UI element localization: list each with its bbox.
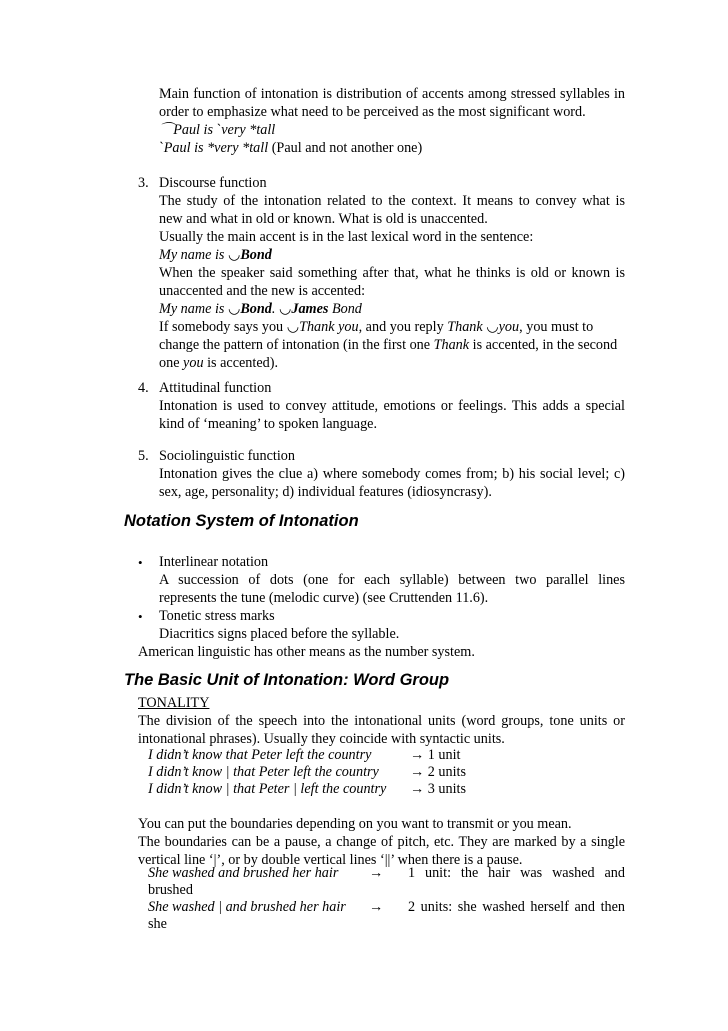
paragraph-line: vertical line ‘|’, or by double vertical lines ‘||’ when there is a pause. (138, 852, 523, 868)
example-accent: ◡Bond (227, 301, 272, 317)
bullet-icon: • (138, 609, 143, 624)
paragraph-line: American linguistic has other means as the number system. (138, 644, 475, 660)
text-run: one (159, 355, 184, 371)
example-line: I didn’t know that Peter left the country (148, 747, 372, 763)
example-text: ˋPaul is *very *tall (159, 140, 269, 156)
paragraph-line: sex, age, personality; d) individual features (idiosyncrasy). (159, 484, 492, 500)
example-line (159, 140, 422, 158)
paragraph-line: Main function of intonation is distribution of accents among stressed syllables in (159, 86, 625, 102)
example-accent: ◡Bond (227, 247, 272, 263)
text-run: , and you reply (358, 319, 448, 335)
paragraph-line (159, 337, 617, 355)
list-item-title: Discourse function (159, 175, 267, 191)
paragraph-line: When the speaker said something after that, what he thinks is old or known is (159, 265, 625, 281)
example-text: My name is (159, 247, 228, 263)
paragraph-line: unaccented and the new is accented: (159, 283, 366, 299)
example-line: She washed | and brushed her hair (148, 899, 346, 915)
section-heading: The Basic Unit of Intonation: Word Group (124, 671, 450, 689)
paragraph-line: Usually the main accent is in the last lexical word in the sentence: (159, 229, 534, 245)
section-heading: Notation System of Intonation (124, 512, 359, 530)
text-run: change the pattern of intonation (in the first one (159, 337, 434, 353)
paragraph-line: new and what in old or known. What is old is unaccented. (159, 211, 488, 227)
example-note: (Paul and not another one) (271, 140, 423, 156)
paragraph-line: intonational phrases). Usually they coincide with syntactic units. (138, 731, 505, 747)
paragraph-line: The division of the speech into the intonational units (word groups, tone units or (138, 713, 625, 729)
example-result: 1 unit: the hair was washed and (408, 865, 625, 881)
arrow-icon: → (369, 865, 384, 881)
example-text: . (271, 301, 279, 317)
example-text: My name is (159, 301, 228, 317)
example-result: 2 units: she washed herself and then (408, 899, 625, 915)
text-run (159, 319, 593, 337)
paragraph-line: Intonation is used to convey attitude, emotions or feelings. This adds a special (159, 398, 625, 414)
example-result: → 1 unit (410, 747, 461, 763)
text-run: Thank ◡you (447, 319, 520, 335)
paragraph-line (159, 319, 625, 337)
paragraph-line: The boundaries can be a pause, a change of pitch, etc. They are marked by a single (138, 834, 625, 850)
example-text: Bond (328, 301, 362, 317)
paragraph-line: represents the tune (melodic curve) (see Cruttenden 11.6). (159, 590, 489, 606)
example-line: She washed and brushed her hair (148, 865, 339, 881)
list-number: 3. (138, 175, 149, 191)
list-item-title: Interlinear notation (159, 554, 269, 570)
example-line: I didn’t know | that Peter | left the country (148, 781, 387, 797)
text-run: is accented, in the second (469, 337, 618, 353)
paragraph-line: Diacritics signs placed before the syllable. (159, 626, 400, 642)
example-line (159, 247, 272, 265)
text-run: you (183, 355, 204, 371)
example-result: → 3 units (410, 781, 466, 797)
list-item-title: Sociolinguistic function (159, 448, 295, 464)
paragraph-line: The study of the intonation related to the context. It means to convey what is (159, 193, 625, 209)
example-result: brushed (148, 882, 193, 898)
list-item-title: Attitudinal function (159, 380, 272, 396)
text-run: Thank (433, 337, 470, 353)
text-run: ◡Thank you (286, 319, 359, 335)
paragraph-line: A succession of dots (one for each syllable) between two parallel lines (159, 572, 625, 588)
text-run: , you must to (519, 319, 594, 335)
list-number: 5. (138, 448, 149, 464)
example-accent: ◡James (278, 301, 329, 317)
paragraph-line: You can put the boundaries depending on you want to transmit or you mean. (138, 816, 572, 832)
paragraph-line: kind of ‘meaning’ to spoken language. (159, 416, 378, 432)
example-line: ⌒Paul is ˋvery *tall (159, 122, 276, 138)
list-number: 4. (138, 380, 149, 396)
text-run: is accented). (203, 355, 278, 371)
bullet-icon: • (138, 555, 143, 570)
paragraph-line: Intonation gives the clue a) where somebody comes from; b) his social level; c) (159, 466, 625, 482)
example-line (159, 301, 362, 319)
text-run: If somebody says you (159, 319, 287, 335)
example-result: → 2 units (410, 764, 466, 780)
paragraph-line (159, 355, 278, 373)
example-result: she (148, 916, 167, 932)
paragraph-line: order to emphasize what need to be perceived as the most significant word. (159, 104, 586, 120)
example-line: I didn’t know | that Peter left the country (148, 764, 379, 780)
subheading: TONALITY (138, 695, 210, 711)
arrow-icon: → (369, 899, 384, 915)
list-item-title: Tonetic stress marks (159, 608, 275, 624)
